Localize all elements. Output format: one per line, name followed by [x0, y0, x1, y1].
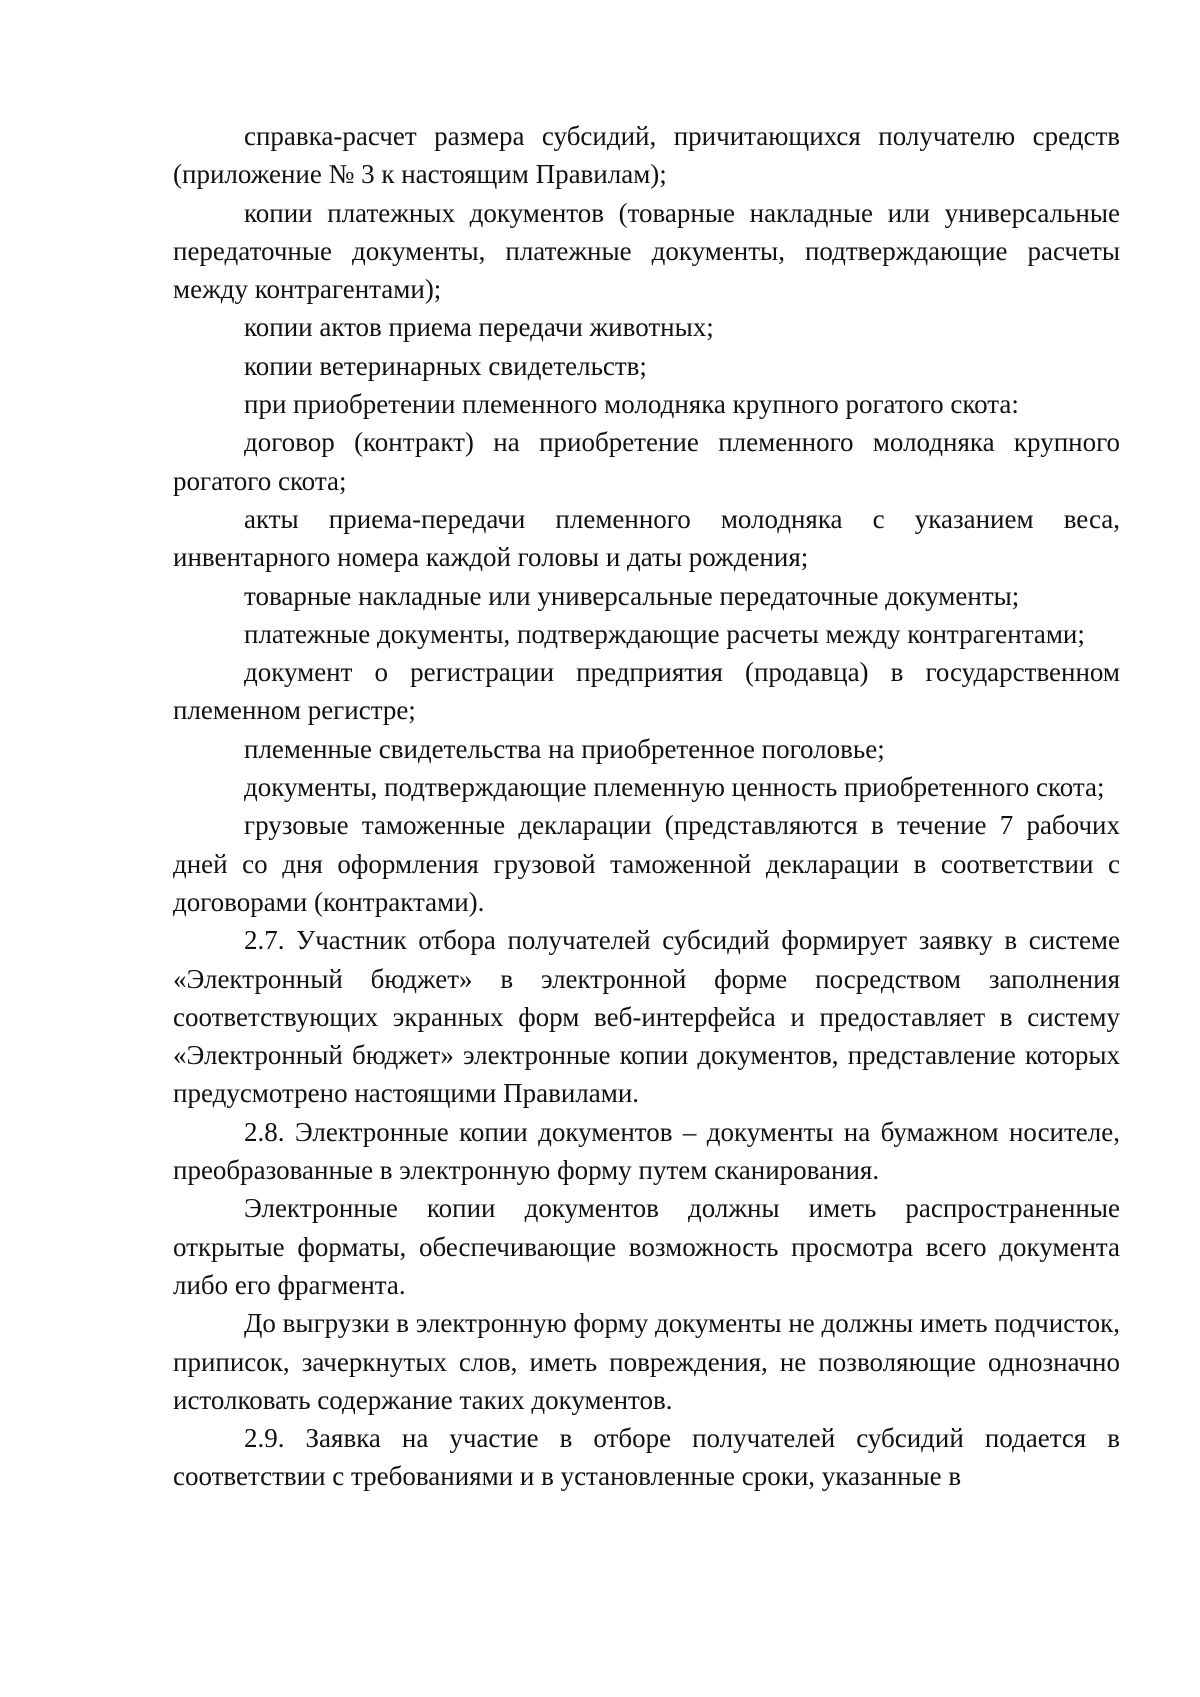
paragraph-16: Электронные копии документов должны иметь распространенные открытые форматы, обеспечивающие возможность просмотра всего документа либо его фрагмента. [173, 1193, 1120, 1300]
paragraph-15: 2.8. Электронные копии документов – документы на бумажном носителе, преобразованные в электронную форму путем сканирования. [173, 1116, 1120, 1186]
paragraph-7: акты приема-передачи племенного молодняка с указанием веса, инвентарного номера каждой головы и даты рождения; [173, 503, 1120, 573]
document-body [173, 117, 1120, 1496]
paragraph-2: копии платежных документов (товарные накладные или универсальные передаточные документы, платежные документы, подтверждающие расчеты между контрагентами); [173, 197, 1120, 305]
paragraph-5: при приобретении племенного молодняка крупного рогатого скота: [244, 389, 1019, 420]
paragraph-8: товарные накладные или универсальные передаточные документы; [244, 580, 1020, 611]
paragraph-14: 2.7. Участник отбора получателей субсидий формирует заявку в системе «Электронный бюджет» в электронной форме посредством заполнения соответствующих экранных форм веб-интерфейса и предоставляет в систему «Электронный бюджет» электронные копии документов, представление которых предусмотрено настоящими Правилами. [173, 925, 1120, 1109]
paragraph-6: договор (контракт) на приобретение племенного молодняка крупного рогатого скота; [173, 427, 1120, 496]
paragraph-10: документ о регистрации предприятия (продавца) в государственном племенном регистре; [173, 657, 1120, 726]
paragraph-3: копии актов приема передачи животных; [244, 312, 714, 343]
paragraph-9: платежные документы, подтверждающие расчеты между контрагентами; [244, 618, 1085, 649]
paragraph-13: грузовые таможенные декларации (представляются в течение 7 рабочих дней со дня оформления грузовой таможенной декларации в соответствии с договорами (контрактами). [173, 810, 1120, 917]
paragraph-1: справка-расчет размера субсидий, причитающихся получателю средств (приложение № 3 к настоящим Правилам); [173, 121, 1120, 190]
paragraph-18: 2.9. Заявка на участие в отборе получателей субсидий подается в соответствии с требованиями и в установленные сроки, указанные в [173, 1423, 1120, 1492]
paragraph-11: племенные свидетельства на приобретенное поголовье; [244, 733, 885, 764]
paragraph-17: До выгрузки в электронную форму документы не должны иметь подчисток, приписок, зачеркнутых слов, иметь повреждения, не позволяющие однозначно истолковать содержание таких документов. [173, 1308, 1120, 1415]
paragraph-4: копии ветеринарных свидетельств; [244, 350, 647, 381]
paragraph-12: документы, подтверждающие племенную ценность приобретенного скота; [244, 772, 1105, 803]
